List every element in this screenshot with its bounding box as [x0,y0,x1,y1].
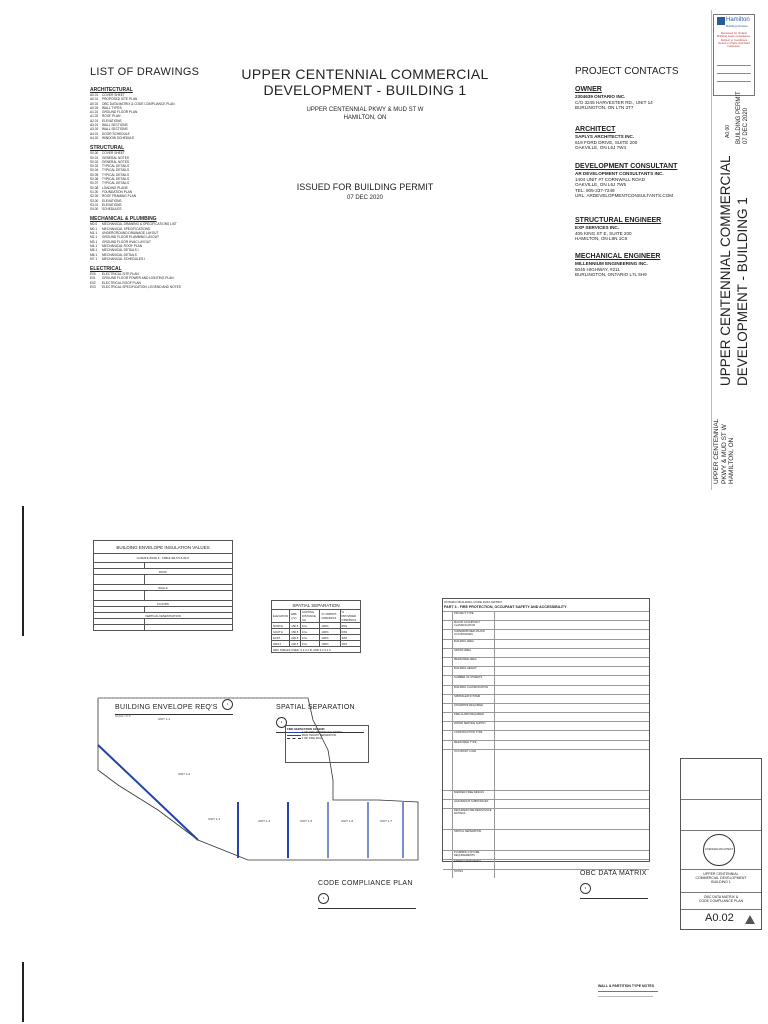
table-cell: EAST [272,635,290,641]
matrix-row-label: STANDPIPE REQUIRED [453,704,495,712]
cover-sheet [0,0,768,500]
tb-project [681,870,761,893]
unit-label: UNIT 1-7 [380,819,393,823]
list-of-drawings-title: LIST OF DRAWINGS [90,66,200,78]
matrix-row [443,703,649,712]
tb-drawing-title [681,893,761,910]
matrix-row-number [443,612,453,620]
drawing-name: WALL TYPES [102,105,122,110]
spatial-title: SPATIAL SEPARATION [272,601,361,610]
table-cell: 230.5 [290,641,301,647]
contact-line: AR DEVELOPMENT CONSULTANTS INC. [575,171,664,176]
contact-line: SAPLYS ARCHITECTS INC. [575,134,635,139]
spatial-header-row [272,610,361,623]
detail-callout-icon: 1 [222,699,233,710]
matrix-row [443,648,649,657]
drawing-number: A1.01 [90,110,99,115]
table-cell: 63% [340,629,360,635]
drawing-section-heading: MECHANICAL & PLUMBING [90,216,157,223]
stamp-brand: Hamilton [726,17,750,23]
matrix-row-number [443,695,453,703]
matrix-row-number [443,621,453,629]
contact-line: TEL: 905-337-7249 [575,187,615,193]
drawing-name: TYPICAL DETAILS [102,177,130,182]
matrix-row-label: ENERGY EFFICIENCY [453,860,495,868]
drawing-number: A2.01 [90,118,99,123]
side-address [713,419,736,484]
matrix-row-number [443,686,453,694]
drawing-number: E02 [90,280,96,285]
drawing-number: M0.1 [90,226,98,231]
contact-role: ARCHITECT [575,126,616,133]
drawing-number: M3.1 [90,239,98,244]
matrix-row-number [443,676,453,684]
drawing-number: M7.1 [90,256,98,261]
envelope-table [93,540,233,631]
drawing-number: A0.01 [90,97,99,102]
matrix-rows [443,611,649,878]
drawing-number: M4.1 [90,243,98,248]
spatial-total: GBC TABLES USED: 3.2.3.1.B. AND 3.2.3.1.C [272,647,361,653]
side-address-line: HAMILTON, ON [728,437,735,484]
sheet-edge-marker [22,962,24,1022]
drawing-number: E00 [90,272,96,277]
contact-line: C/O 3245 HARVESTER RD., UNIT 14 [575,99,653,105]
side-issue [736,91,750,144]
matrix-row-number [443,630,453,638]
table-cell: ELEVATION [272,610,290,623]
revisions-table [681,759,761,800]
sheet-edge-marker [22,506,24,636]
drawing-number: E01 [90,276,96,281]
issue-date: 07 DEC 2020 [346,195,384,201]
drawing-number: A0.03 [90,105,99,110]
drawing-number: M5.1 [90,248,98,253]
detail-callout-icon: 4 [318,893,329,904]
contact-line: BURLINGTON, ON L7N 3T7 [575,105,634,111]
drawing-number: E03 [90,284,96,289]
matrix-row [443,685,649,694]
drawing-number: S3.01 [90,202,99,207]
table-cell: 100% [320,641,340,647]
table-cell: 100% [320,629,340,635]
title-strip-border [711,10,712,490]
drawing-name: COVER SHEET [102,151,125,156]
contact-line: MILLENNIUM ENGINEERING INC. [575,261,648,266]
matrix-row-number [443,750,453,790]
table-cell: % UNPROT. OPENINGS [320,610,340,623]
drawing-number: M1.1 [90,231,98,236]
drawing-name: MECHANICAL DETAILS [102,252,137,257]
detail-callout-icon: 2 [276,717,287,728]
contact-role: DEVELOPMENT CONSULTANT [575,163,678,170]
matrix-row-label: SUPERIMPOSED MAJOR OCCUPANCIES [453,630,495,638]
drawing-name: ELEVATIONS [102,198,122,203]
matrix-row-number [443,658,453,666]
envelope-row-heading: VERTICAL FENESTRATION [94,613,233,619]
drawing-name: GROUND FLOOR HVAC LAYOUT [102,239,151,244]
matrix-row-label: REQUIRED FIRE RESISTANCE RATINGS [453,809,495,829]
drawing-number: M2.1 [90,235,98,240]
drawing-name: ELECTRICAL ROOF PLAN [102,280,141,285]
matrix-row-number [443,860,453,868]
unit-label: UNIT 1-4 [258,819,271,823]
contact-line: 2304639 ONTARIO INC. [575,94,626,99]
matrix-caption-text: OBC DATA MATRIX [580,870,647,877]
matrix-row [443,730,649,739]
drawing-number: S4.00 [90,207,99,212]
matrix-row [443,620,649,629]
table-cell: 39% [340,635,360,641]
drawing-name: WALL SECTIONS [102,127,128,132]
envelope-caption-text: BUILDING ENVELOPE REQ'S [115,704,218,711]
legend-title: FIRE SEPARATION LEGEND [287,727,325,731]
code-compliance-sheet [0,500,768,1024]
contact-structural [575,217,725,242]
tb-drawing-title-line: CODE COMPLIANCE PLAN [698,899,744,904]
tb-project-line: COMMERCIAL DEVELOPMENT [695,876,747,881]
drawing-number: S0.00 [90,151,99,156]
plan-caption-text: CODE COMPLIANCE PLAN [318,880,413,887]
matrix-row-number [443,809,453,829]
side-issue-line: 07 DEC 2020 [743,107,749,144]
matrix-row-label: SPATIAL SEPARATION [453,830,495,850]
project-contacts-title: PROJECT CONTACTS [575,66,679,77]
sheet-number-vertical: A0.00 [725,124,731,138]
matrix-row [443,740,649,749]
drawing-number: A3.01 [90,123,99,128]
contact-line: OAKVILLE, ON L6J 7W4 [575,145,627,151]
tb-project-line: UPPER CENTENNIAL [703,872,739,876]
matrix-row-number [443,791,453,799]
matrix-row [443,721,649,730]
unit-label: UNIT 1-2 [178,772,191,776]
legend-swatch [287,732,301,733]
contact-line: BURLINGTON, ONTARIO L7L 5H9 [575,272,647,278]
drawing-name: WINDOW SCHEDULE [102,135,135,140]
drawing-number: S0.07 [90,181,99,186]
envelope-row-heading: ROOF [94,569,233,575]
side-title-line: UPPER CENTENNIAL COMMERCIAL [718,155,733,386]
side-address-line: UPPER CENTENNIAL [713,418,720,484]
drawing-name: TYPICAL DETAILS [102,181,130,186]
matrix-caption [580,862,650,899]
matrix-row [443,694,649,703]
drawing-name: GENERAL NOTES [102,155,129,160]
side-address-line: PKWY & MUD ST W [720,424,728,484]
legend-swatch [287,735,301,736]
matrix-row-label: CONSTRUCTION TYPE [453,731,495,739]
unit-label: UNIT 1-5 [300,819,313,823]
unit-label: UNIT 1-3 [208,817,221,821]
table-cell: 100% [320,623,340,629]
plan-caption [318,872,418,909]
obc-matrix [442,598,650,873]
matrix-row [443,611,649,620]
side-issue-line: BUILDING PERMIT [736,91,742,144]
drawing-number: A4.01 [90,131,99,136]
project-title-line: DEVELOPMENT - BUILDING 1 [263,82,467,98]
drawing-number: S0.04 [90,168,99,173]
drawing-list-item [90,285,220,289]
consultant-block [681,800,761,831]
drawing-name: ELECTRICAL SPECIFICATION, LEGEND AND NOTES [102,284,181,289]
matrix-row [443,829,649,850]
matrix-row [443,808,649,829]
drawing-number: S3.00 [90,198,99,203]
drawing-name: GROUND FLOOR PLUMBING LAYOUT [102,235,159,240]
drawing-name: GENERAL NOTES [102,159,129,164]
unit-label: UNIT 1-6 [341,819,354,823]
matrix-row-label: MEZZANINE TYPE [453,741,495,749]
drawing-number: S1.00 [90,189,99,194]
table-cell: 65% [340,623,360,629]
drawing-number: S0.01 [90,155,99,160]
drawing-section-heading: ARCHITECTURAL [90,87,133,93]
table-cell: 156.5 [290,623,301,629]
drawing-name: DOOR SCHEDULE [102,131,130,136]
drawing-name: ROOF FRAMING PLAN [102,194,137,199]
matrix-row-number [443,667,453,675]
table-cell: 156.5 [290,629,301,635]
drawing-name: TYPICAL DETAILS [102,172,130,177]
contact-development [575,163,725,199]
drawing-number: A1.02 [90,114,99,119]
contact-line: 1404 UNIT #7 CORNWALL ROAD [575,176,646,182]
drawing-name: GROUND FLOOR PLAN [102,110,138,115]
contact-line: 5045 HIGHWAY, #211 [575,266,620,272]
matrix-row-label: GROSS AREA [453,649,495,657]
matrix-row [443,790,649,799]
matrix-row-number [443,649,453,657]
matrix-row-label: NOTES [453,870,495,878]
contact-line: EXP SERVICES INC. [575,225,619,230]
legend-item: 2 HR. FIRE WALL [301,737,323,740]
matrix-row-label: OCCUPANT LOAD [453,750,495,790]
tb-drawing-title-line: OBC DATA MATRIX & [703,895,739,899]
matrix-row-label: BUILDING CLASSIFICATION [453,686,495,694]
matrix-row-number [443,640,453,648]
matrix-row-number [443,851,453,859]
matrix-row [443,799,649,808]
contact-line: OAKVILLE, ON L6J 7W5 [575,182,627,188]
unit-label: UNIT 1-1 [158,717,171,721]
drawing-name: TYPICAL DETAILS [102,168,130,173]
matrix-row-label: BUILDING HEIGHT [453,667,495,675]
drawing-name: UNDERGROUND DRAINAGE LAYOUT [102,231,159,236]
drawing-number: A4.02 [90,135,99,140]
contact-line: URL: ARDEVELOPMENTCONSULTANTS.COM [575,193,674,199]
table-cell: 9.0+ [300,623,320,629]
project-address [240,106,490,122]
matrix-row [443,749,649,790]
sheet-number: A0.02 [705,912,734,924]
table-cell: SOUTH [272,629,290,635]
detail-callout-icon: 3 [580,883,591,894]
drawing-name: TYPICAL DETAILS [102,164,130,169]
drawing-name: GROUND FLOOR POWER AND LIGHTING PLAN [102,276,174,281]
contact-owner [575,86,725,111]
drawing-number: M6.1 [90,252,98,257]
envelope-row-heading: WALLS [94,585,233,591]
matrix-row-label: HAZARDOUS SUBSTANCES [453,800,495,808]
drawing-name: MECHANICAL DETAILS I [102,248,139,253]
matrix-header: ONTARIO BUILDING CODE DATA MATRIX [444,600,503,604]
matrix-row-number [443,704,453,712]
matrix-row [443,850,649,859]
matrix-row-label: BUILDING AREA [453,640,495,648]
matrix-row-label: WATER SERVICE SUPPLY [453,722,495,730]
drawing-number: M0.0 [90,222,98,227]
drawing-list-item [90,257,220,261]
table-cell: 230.5 [290,635,301,641]
drawing-name: PROPOSED SITE PLAN [102,97,138,102]
matrix-row [443,639,649,648]
legend-item: MAIN TENANT SEPARATION [301,734,337,737]
matrix-row [443,675,649,684]
table-cell: 9.0+ [300,629,320,635]
legend-item: 1 HR. FIRE RESISTANCE RATING [301,731,343,734]
envelope-row-heading: FLOORS [94,601,233,607]
envelope-subtitle: CLIMATE ZONE 6 - TABLE SB-5.5-6 2017 [94,554,233,563]
drawing-name: WALL SECTIONS [102,123,128,128]
contact-line: 619 FORD DRIVE, SUITE 200 [575,139,638,145]
issue-label: ISSUED FOR BUILDING PERMIT [296,182,434,192]
tb-project-line: BUILDING 1 [711,880,731,885]
city-review-stamp [713,14,755,96]
contact-mechanical [575,253,725,278]
matrix-row-number [443,870,453,878]
matrix-row-label: FIRE ALARM REQUIRED [453,713,495,721]
code-compliance-plan [88,690,438,890]
table-cell: EBF (m²) [290,610,301,623]
drawing-number: S0.05 [90,172,99,177]
drawing-name: OBC DATA MATRIX & CODE COMPLIANCE PLAN [102,101,175,106]
spatial-table [271,600,361,653]
address-line: HAMILTON, ON [343,115,387,121]
matrix-row-number [443,830,453,850]
side-title-line: DEVELOPMENT - BUILDING 1 [735,197,750,386]
project-title [240,66,490,98]
drawing-section-heading: ELECTRICAL [90,266,122,273]
drawing-number: S0.08 [90,185,99,190]
contact-role: MECHANICAL ENGINEER [575,253,661,260]
drawing-list [90,82,220,289]
matrix-row [443,666,649,675]
title-block [680,758,762,930]
drawing-number: S2.00 [90,194,99,199]
contact-line: 405 KING ST E, SUITE 200 [575,230,632,236]
contact-line: HAMILTON, ON L8N 1C6 [575,236,628,242]
matrix-row-number [443,741,453,749]
drawing-name: MECHANICAL SPECIFICATIONS [102,226,150,231]
matrix-row-label: MAJOR OCCUPANCY CLASSIFICATION [453,621,495,629]
stamp-division: Building Division [726,24,749,28]
drawing-name: FOUNDATION PLAN [102,189,133,194]
matrix-subheader: PART 3 - FIRE PROTECTION, OCCUPANT SAFETY AND ACCESSIBILITY [444,605,567,609]
hamilton-logo-icon [717,17,725,25]
matrix-row-label: PLUMBING FIXTURE REQUIREMENTS [453,851,495,859]
table-cell: 100% [320,635,340,641]
issue-status [240,182,490,204]
drawing-name: ROOF PLAN [102,114,121,119]
drawing-list-item [90,136,220,140]
drawing-section-heading: STRUCTURAL [90,145,125,152]
contact-role: STRUCTURAL ENGINEER [575,217,662,224]
legend-swatch [287,738,301,739]
architect-seal-icon: LICENCED ARCHITECT [703,834,735,866]
drawing-number: S0.03 [90,164,99,169]
table-cell: 9.0+ [300,635,320,641]
wall-notes-title: WALL & PARTITION TYPE NOTES [598,984,655,988]
table-cell: 9.0+ [300,641,320,647]
table-cell: WEST [272,641,290,647]
drawing-name: COVER SHEET [102,93,125,97]
matrix-row-label: PROJECT TYPE [453,612,495,620]
drawing-number: A0.01 [90,93,99,97]
drawing-name: MECHANICAL SCHEDULES I [102,256,145,261]
matrix-row-number [443,713,453,721]
drawing-name: ELECTRICAL SITE PLAN [102,272,139,277]
fire-legend [285,725,369,763]
contact-architect [575,126,725,151]
table-cell: 16% [340,641,360,647]
project-title-line: UPPER CENTENNIAL COMMERCIAL [241,66,489,82]
matrix-row [443,629,649,638]
tb-sheet-row [681,910,761,930]
contact-role: OWNER [575,86,602,93]
spatial-caption-text: SPATIAL SEPARATION [276,704,355,711]
drawing-number: A0.02 [90,101,99,106]
drawing-number: S0.06 [90,177,99,182]
drawing-name: ELEVATIONS [102,202,122,207]
drawing-name: MECHANICAL ROOF PLAN [102,243,143,248]
table-cell: NORTH [272,623,290,629]
building-outline [98,698,418,860]
table-cell: % PROVIDED OPENINGS [340,610,360,623]
matrix-row-number [443,731,453,739]
envelope-scale: SCALE: N.T.S [115,715,131,718]
matrix-row [443,712,649,721]
side-project-title [717,155,751,386]
matrix-row-label: BARRIER FREE DESIGN [453,791,495,799]
drawing-number: A3.02 [90,127,99,132]
envelope-title: BUILDING ENVELOPE INSULATION VALUES [94,541,233,554]
matrix-row-label: MEZZANINE AREA [453,658,495,666]
stamp-review-text: Reviewed for Ontario Building Code Compliance. Subject to Conditions Noted on Plans and Field Inspection. [717,31,751,49]
drawing-list-item [90,207,220,211]
drawing-number: S0.02 [90,159,99,164]
seal-block [681,831,761,870]
matrix-row [443,657,649,666]
drawing-name: SCHEDULES [102,207,122,212]
table-cell: LIMITING DISTANCE (m) [300,610,320,623]
fire-separation-line [98,745,198,840]
matrix-row-label: SPRINKLER SYSTEM [453,695,495,703]
matrix-row-number [443,800,453,808]
north-arrow-icon [745,915,755,924]
address-line: UPPER CENTENNIAL PKWY & MUD ST W [306,107,424,113]
drawing-name: LOADING PLANS [102,185,128,190]
drawing-name: MECHANICAL DRAWING & SPECIFICATIONS LIST [102,222,177,227]
matrix-row-label: NUMBER OF STREETS [453,676,495,684]
matrix-row-number [443,722,453,730]
drawing-name: ELEVATIONS [102,118,122,123]
